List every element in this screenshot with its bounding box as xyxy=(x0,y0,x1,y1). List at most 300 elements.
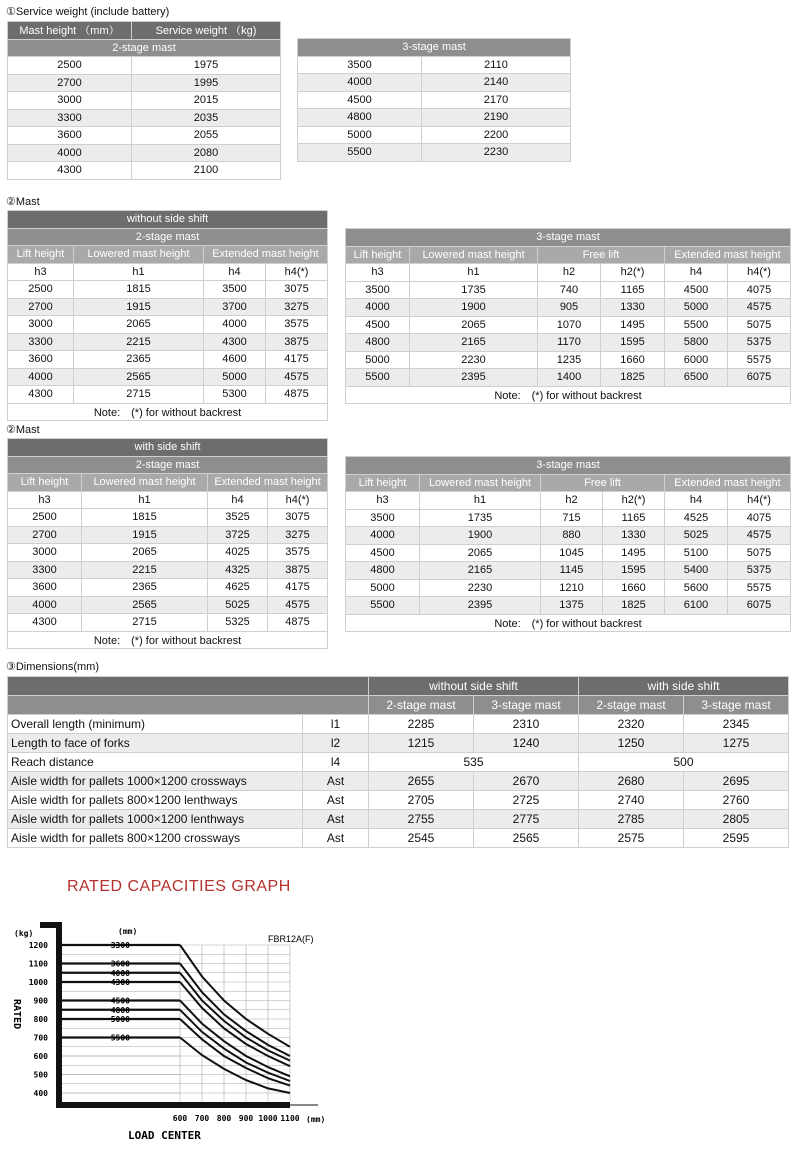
note: Note: (*) for without backrest xyxy=(8,403,328,421)
table-cell: 1900 xyxy=(420,527,541,545)
three-stage-header: 3-stage mast xyxy=(474,696,579,715)
table-cell: 2110 xyxy=(422,56,571,74)
x-tick-label: 900 xyxy=(238,1114,254,1123)
table-row xyxy=(8,526,328,544)
y-tick-label: 1200 xyxy=(28,941,48,950)
table-cell: 6000 xyxy=(665,351,728,369)
x-tick-label: 600 xyxy=(172,1114,188,1123)
table-cell: Reach distance xyxy=(8,753,303,772)
table-cell: 1735 xyxy=(420,509,541,527)
table-cell: 3575 xyxy=(266,316,328,334)
table-cell: 4175 xyxy=(266,351,328,369)
table-cell: 6075 xyxy=(728,369,791,387)
y-tick-label: 900 xyxy=(33,996,48,1006)
table-cell: 2065 xyxy=(82,544,208,562)
table-cell: 4500 xyxy=(298,91,422,109)
table-row xyxy=(8,298,328,316)
table-cell: 1045 xyxy=(541,544,603,562)
table-cell: 2695 xyxy=(684,772,789,791)
x-tick-label: 800 xyxy=(216,1114,232,1123)
lowered-header: Lowered mast height xyxy=(82,474,208,492)
table-cell: 1240 xyxy=(474,734,579,753)
mast-without-3stage-table xyxy=(345,228,791,404)
table-cell: 4000 xyxy=(8,144,132,162)
table-cell: 1595 xyxy=(601,334,665,352)
sym-h1: h1 xyxy=(74,263,204,281)
table-cell: 6100 xyxy=(665,597,728,615)
table-row xyxy=(298,126,571,144)
table-cell: 5500 xyxy=(346,597,420,615)
free-lift-header: Free lift xyxy=(538,246,665,264)
table-row xyxy=(298,144,571,162)
table-cell: 4000 xyxy=(346,527,420,545)
group-label: without side shift xyxy=(8,211,328,229)
table-cell: 3875 xyxy=(268,561,328,579)
table-cell: 1250 xyxy=(579,734,684,753)
table-row xyxy=(298,91,571,109)
sym-h3: h3 xyxy=(8,491,82,509)
col-service-weight: Service weight （kg) xyxy=(132,22,281,40)
table-cell: 2565 xyxy=(82,596,208,614)
table-cell: 5375 xyxy=(728,562,791,580)
table-cell: 2755 xyxy=(369,810,474,829)
table-cell: 2190 xyxy=(422,109,571,127)
two-stage-header: 2-stage mast xyxy=(369,696,474,715)
table-cell: 905 xyxy=(538,299,601,317)
service-weight-3stage-table xyxy=(297,38,571,162)
table-cell: 4000 xyxy=(8,368,74,386)
table-cell: 4525 xyxy=(665,509,728,527)
table-cell: 500 xyxy=(579,753,789,772)
table-cell: 1400 xyxy=(538,369,601,387)
extended-header: Extended mast height xyxy=(665,246,791,264)
table-cell: 4000 xyxy=(8,596,82,614)
table-row xyxy=(8,92,281,110)
x-axis-label: LOAD CENTER xyxy=(128,1129,201,1142)
two-stage-label: 2-stage mast xyxy=(8,228,328,246)
table-row xyxy=(8,715,789,734)
table-cell: 4600 xyxy=(204,351,266,369)
table-cell: 2140 xyxy=(422,74,571,92)
table-cell: 2035 xyxy=(132,109,281,127)
table-cell: 3300 xyxy=(8,109,132,127)
sym-h4s: h4(*) xyxy=(728,264,791,282)
table-cell: 5000 xyxy=(204,368,266,386)
table-cell: 5100 xyxy=(665,544,728,562)
table-cell: 2700 xyxy=(8,526,82,544)
table-cell: 3500 xyxy=(346,509,420,527)
table-cell: 1825 xyxy=(603,597,665,615)
mast-title: ②Mast xyxy=(6,424,40,436)
table-cell: l1 xyxy=(303,715,369,734)
table-cell: 5500 xyxy=(298,144,422,162)
two-stage-label: 2-stage mast xyxy=(8,456,328,474)
three-stage-label: 3-stage mast xyxy=(346,229,791,247)
table-cell: Aisle width for pallets 800×1200 crossways xyxy=(8,829,303,848)
table-cell: 2565 xyxy=(74,368,204,386)
table-cell: 2760 xyxy=(684,791,789,810)
without-side-shift-header: without side shift xyxy=(369,677,579,696)
free-lift-header: Free lift xyxy=(541,474,665,492)
table-cell: 4575 xyxy=(266,368,328,386)
table-cell: 1975 xyxy=(132,57,281,75)
table-cell: 1145 xyxy=(541,562,603,580)
mast-with-3stage-table xyxy=(345,456,791,632)
table-row xyxy=(8,333,328,351)
table-cell: 2080 xyxy=(132,144,281,162)
table-cell: 4500 xyxy=(346,316,410,334)
axis-frame xyxy=(40,922,290,1108)
table-cell: 4800 xyxy=(346,562,420,580)
table-cell: 2230 xyxy=(422,144,571,162)
y-tick-label: 600 xyxy=(33,1052,48,1061)
table-row xyxy=(8,810,789,829)
series-label: 4500 xyxy=(110,996,130,1006)
table-row xyxy=(346,281,791,299)
table-row xyxy=(346,334,791,352)
extended-header: Extended mast height xyxy=(665,474,791,492)
table-cell: 4575 xyxy=(728,299,791,317)
table-cell: 3300 xyxy=(8,333,74,351)
table-cell: 5000 xyxy=(346,579,420,597)
table-cell: 1070 xyxy=(538,316,601,334)
table-row xyxy=(346,369,791,387)
table-cell: 1215 xyxy=(369,734,474,753)
table-row xyxy=(8,316,328,334)
table-cell: 740 xyxy=(538,281,601,299)
table-cell: 2575 xyxy=(579,829,684,848)
lift-height-header: Lift height xyxy=(8,474,82,492)
table-row xyxy=(8,509,328,527)
table-cell: 2395 xyxy=(420,597,541,615)
table-cell: 4300 xyxy=(8,386,74,404)
table-row xyxy=(346,579,791,597)
table-cell: 2700 xyxy=(8,74,132,92)
table-cell: 5075 xyxy=(728,544,791,562)
table-cell: 2740 xyxy=(579,791,684,810)
table-cell: 2200 xyxy=(422,126,571,144)
sym-h1: h1 xyxy=(82,491,208,509)
table-cell: 2055 xyxy=(132,127,281,145)
table-cell: 5075 xyxy=(728,316,791,334)
table-cell: 2705 xyxy=(369,791,474,810)
y-unit: (kg) xyxy=(14,929,34,938)
table-cell: 5025 xyxy=(208,596,268,614)
table-cell: 6075 xyxy=(728,597,791,615)
three-stage-label: 3-stage mast xyxy=(346,457,791,475)
table-cell: 2725 xyxy=(474,791,579,810)
sym-h2s: h2(*) xyxy=(601,264,665,282)
table-cell: Ast xyxy=(303,791,369,810)
table-cell: 1900 xyxy=(410,299,538,317)
table-cell: 2595 xyxy=(684,829,789,848)
sym-h2s: h2(*) xyxy=(603,492,665,510)
table-row xyxy=(8,109,281,127)
table-cell: 2285 xyxy=(369,715,474,734)
table-cell: 2310 xyxy=(474,715,579,734)
table-row xyxy=(298,56,571,74)
table-cell: Length to face of forks xyxy=(8,734,303,753)
series-label: 4300 xyxy=(110,978,130,987)
table-cell: 1495 xyxy=(601,316,665,334)
table-row xyxy=(8,772,789,791)
dimensions-title: ③Dimensions(mm) xyxy=(6,661,99,673)
table-cell: 5025 xyxy=(665,527,728,545)
table-cell: 4325 xyxy=(208,561,268,579)
sym-h4: h4 xyxy=(665,492,728,510)
series-label: 5000 xyxy=(110,1015,130,1024)
extended-header: Extended mast height xyxy=(208,474,328,492)
table-cell: 1210 xyxy=(541,579,603,597)
table-cell: 2170 xyxy=(422,91,571,109)
table-cell: 1815 xyxy=(82,509,208,527)
table-cell: 3700 xyxy=(204,298,266,316)
table-cell: 3875 xyxy=(266,333,328,351)
table-cell: 3500 xyxy=(346,281,410,299)
table-cell: 3600 xyxy=(8,579,82,597)
service-weight-2stage-table xyxy=(7,21,281,180)
table-cell: 1165 xyxy=(603,509,665,527)
table-row xyxy=(8,829,789,848)
table-cell: Ast xyxy=(303,772,369,791)
table-row xyxy=(346,527,791,545)
table-cell: 2345 xyxy=(684,715,789,734)
table-row xyxy=(8,791,789,810)
table-cell: 3000 xyxy=(8,316,74,334)
y-tick-label: 400 xyxy=(33,1089,48,1098)
dim-subheader-blank xyxy=(8,696,369,715)
table-row xyxy=(346,562,791,580)
table-cell: 5000 xyxy=(346,351,410,369)
y-tick-label: 500 xyxy=(33,1070,48,1080)
table-cell: 1495 xyxy=(603,544,665,562)
x-tick-label: 1100 xyxy=(280,1114,300,1123)
table-cell: 2565 xyxy=(474,829,579,848)
table-cell: 4800 xyxy=(298,109,422,127)
y-axis-label: RATED xyxy=(11,999,22,1030)
table-cell: 5375 xyxy=(728,334,791,352)
lift-height-header: Lift height xyxy=(8,246,74,264)
table-cell: 4175 xyxy=(268,579,328,597)
table-row xyxy=(346,597,791,615)
table-cell: 2320 xyxy=(579,715,684,734)
sym-h1: h1 xyxy=(420,492,541,510)
table-cell: 2500 xyxy=(8,281,74,299)
series-label: 3600 xyxy=(110,959,130,969)
table-cell: 4025 xyxy=(208,544,268,562)
table-cell: 2230 xyxy=(420,579,541,597)
table-row xyxy=(8,596,328,614)
table-row xyxy=(346,299,791,317)
table-cell: 4300 xyxy=(8,614,82,632)
table-cell: 2015 xyxy=(132,92,281,110)
graph-model: FBR12A(F) xyxy=(268,934,314,944)
table-cell: 4800 xyxy=(346,334,410,352)
table-cell: 2680 xyxy=(579,772,684,791)
sym-h3: h3 xyxy=(346,492,420,510)
table-cell: Aisle width for pallets 1000×1200 lenthways xyxy=(8,810,303,829)
with-side-shift-header: with side shift xyxy=(579,677,789,696)
table-row xyxy=(298,74,571,92)
series-label: 5500 xyxy=(110,1033,130,1043)
series-label: 3300 xyxy=(110,941,130,950)
table-cell: 5000 xyxy=(665,299,728,317)
table-cell: 3575 xyxy=(268,544,328,562)
x-tick-label: 1000 xyxy=(258,1114,278,1123)
table-cell: 3300 xyxy=(8,561,82,579)
table-cell: 1660 xyxy=(603,579,665,597)
table-row xyxy=(346,544,791,562)
table-cell: 3725 xyxy=(208,526,268,544)
dimensions-table xyxy=(7,676,789,848)
table-cell: 3000 xyxy=(8,544,82,562)
table-cell: 1375 xyxy=(541,597,603,615)
table-row xyxy=(8,544,328,562)
col-mast-height: Mast height （mm） xyxy=(8,22,132,40)
x-tick-label: 700 xyxy=(194,1114,210,1123)
table-cell: 4075 xyxy=(728,281,791,299)
sym-h4: h4 xyxy=(665,264,728,282)
table-cell: 2775 xyxy=(474,810,579,829)
table-cell: 2715 xyxy=(74,386,204,404)
lh-unit: (mm) xyxy=(118,927,138,936)
table-row xyxy=(346,316,791,334)
table-row xyxy=(298,109,571,127)
sym-h2: h2 xyxy=(538,264,601,282)
table-row xyxy=(8,127,281,145)
table-cell: 2365 xyxy=(82,579,208,597)
table-cell: 1815 xyxy=(74,281,204,299)
table-cell: 3600 xyxy=(8,127,132,145)
table-cell: 2215 xyxy=(82,561,208,579)
y-tick-label: 800 xyxy=(33,1015,48,1024)
table-cell: 1235 xyxy=(538,351,601,369)
series-label: 4000 xyxy=(110,968,130,978)
table-cell: 4500 xyxy=(665,281,728,299)
table-cell: 2230 xyxy=(410,351,538,369)
table-cell: 2165 xyxy=(420,562,541,580)
table-cell: 1660 xyxy=(601,351,665,369)
table-cell: 6500 xyxy=(665,369,728,387)
table-cell: 5575 xyxy=(728,351,791,369)
table-cell: Overall length (minimum) xyxy=(8,715,303,734)
table-cell: 3075 xyxy=(268,509,328,527)
three-stage-label: 3-stage mast xyxy=(298,39,571,57)
y-tick-label: 1000 xyxy=(28,978,48,987)
series-line xyxy=(180,945,290,1047)
sym-h2: h2 xyxy=(541,492,603,510)
table-row xyxy=(8,753,789,772)
table-cell: 2165 xyxy=(410,334,538,352)
table-row xyxy=(8,561,328,579)
lift-height-header: Lift height xyxy=(346,246,410,264)
rated-capacities-graph xyxy=(0,899,330,1149)
table-cell: 5000 xyxy=(298,126,422,144)
sym-h3: h3 xyxy=(346,264,410,282)
table-cell: 3275 xyxy=(268,526,328,544)
table-cell: 5325 xyxy=(208,614,268,632)
table-cell: 3500 xyxy=(298,56,422,74)
table-cell: 4575 xyxy=(728,527,791,545)
table-cell: 2500 xyxy=(8,57,132,75)
table-cell: Ast xyxy=(303,810,369,829)
table-cell: l4 xyxy=(303,753,369,772)
table-row xyxy=(8,734,789,753)
table-cell: 1170 xyxy=(538,334,601,352)
table-cell: 5300 xyxy=(204,386,266,404)
lowered-header: Lowered mast height xyxy=(420,474,541,492)
sym-h4s: h4(*) xyxy=(268,491,328,509)
table-cell: 1330 xyxy=(601,299,665,317)
note: Note: (*) for without backrest xyxy=(8,631,328,649)
table-cell: 4000 xyxy=(298,74,422,92)
table-cell: 1595 xyxy=(603,562,665,580)
table-cell: 2785 xyxy=(579,810,684,829)
graph-title: RATED CAPACITIES GRAPH xyxy=(67,878,291,895)
mast-without-2stage-table xyxy=(7,210,328,421)
lowered-header: Lowered mast height xyxy=(74,246,204,264)
table-cell: Ast xyxy=(303,829,369,848)
table-cell: 4875 xyxy=(268,614,328,632)
table-cell: Aisle width for pallets 800×1200 lenthways xyxy=(8,791,303,810)
table-cell: 4625 xyxy=(208,579,268,597)
table-cell: 715 xyxy=(541,509,603,527)
table-cell: 2100 xyxy=(132,162,281,180)
table-cell: 2215 xyxy=(74,333,204,351)
table-cell: 2065 xyxy=(74,316,204,334)
note: Note: (*) for without backrest xyxy=(346,386,791,404)
table-cell: 2500 xyxy=(8,509,82,527)
table-cell: 2395 xyxy=(410,369,538,387)
table-cell: 5600 xyxy=(665,579,728,597)
table-row xyxy=(8,74,281,92)
table-cell: 4000 xyxy=(204,316,266,334)
table-cell: 5500 xyxy=(346,369,410,387)
table-cell: 3500 xyxy=(204,281,266,299)
mast-with-2stage-table xyxy=(7,438,328,649)
table-cell: 2065 xyxy=(420,544,541,562)
sym-h4s: h4(*) xyxy=(266,263,328,281)
x-unit: (mm) xyxy=(306,1115,326,1124)
table-cell: 4300 xyxy=(8,162,132,180)
sym-h1: h1 xyxy=(410,264,538,282)
table-cell: 4875 xyxy=(266,386,328,404)
table-row xyxy=(8,614,328,632)
lowered-header: Lowered mast height xyxy=(410,246,538,264)
table-cell: 3000 xyxy=(8,92,132,110)
table-cell: 2065 xyxy=(410,316,538,334)
table-row xyxy=(346,509,791,527)
table-cell: 535 xyxy=(369,753,579,772)
sym-h4s: h4(*) xyxy=(728,492,791,510)
y-tick-label: 1100 xyxy=(28,959,48,969)
table-cell: 2655 xyxy=(369,772,474,791)
table-cell: 2670 xyxy=(474,772,579,791)
table-cell: 5400 xyxy=(665,562,728,580)
table-cell: 1165 xyxy=(601,281,665,299)
table-cell: 2805 xyxy=(684,810,789,829)
sym-h4: h4 xyxy=(204,263,266,281)
table-cell: 1275 xyxy=(684,734,789,753)
table-cell: 5500 xyxy=(665,316,728,334)
three-stage-header: 3-stage mast xyxy=(684,696,789,715)
table-cell: 3525 xyxy=(208,509,268,527)
table-cell: 5575 xyxy=(728,579,791,597)
table-cell: 4575 xyxy=(268,596,328,614)
table-cell: 4500 xyxy=(346,544,420,562)
mast-title: ②Mast xyxy=(6,196,40,208)
table-cell: Aisle width for pallets 1000×1200 crossways xyxy=(8,772,303,791)
